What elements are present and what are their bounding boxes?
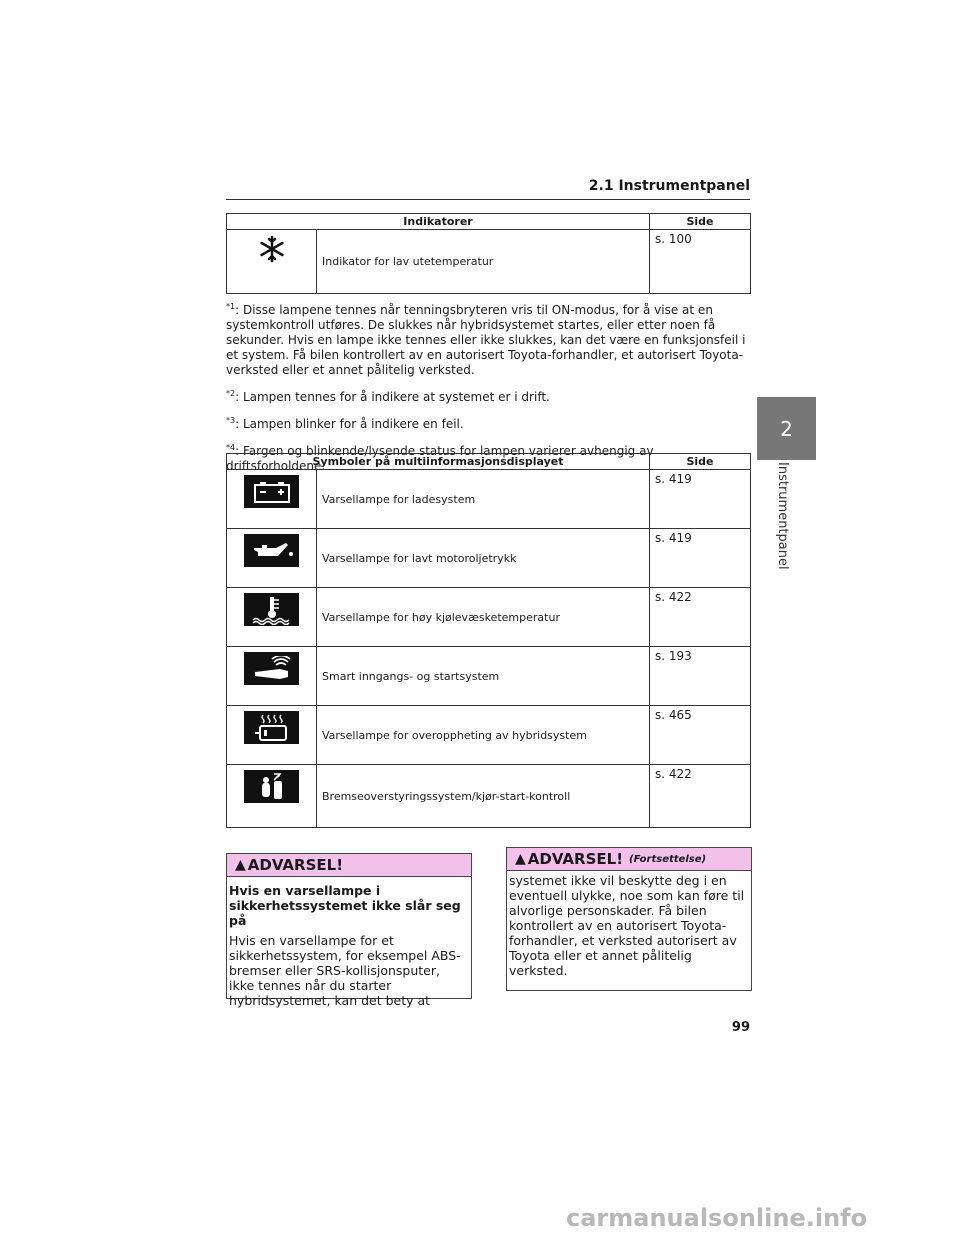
- battery-icon: [244, 475, 299, 508]
- warning-title: Hvis en varsellampe i sikkerhetssystemet ikke slår seg på: [229, 883, 461, 928]
- icon-cell: [227, 230, 317, 294]
- col-header-indicators: Indikatorer: [227, 214, 650, 230]
- warning-box-right: [506, 847, 752, 991]
- footnote-4: $^{*4}$: Fargen og blinkende/lysende status for lampen varierer avhengig av driftsforholdene.: [226, 443, 654, 473]
- warning-heading: ▲ ADVARSEL!: [227, 854, 471, 877]
- hybrid-overheat-icon: [244, 711, 299, 744]
- table-row: [227, 765, 751, 828]
- warning-text: Hvis en varsellampe for et sikkerhetssystem, for eksempel ABS-bremser eller SRS-kollisjonsputer, ikke tennes når du starter hybridsystemet, kan det bety at: [229, 933, 461, 1008]
- symbol-desc: Bremseoverstyringssystem/kjør-start-kontroll: [317, 765, 650, 828]
- indicator-desc: Indikator for lav utetemperatur: [317, 230, 650, 294]
- oil-can-icon: [244, 534, 299, 567]
- indicators-table: [226, 213, 751, 294]
- col-header-page: Side: [650, 214, 751, 230]
- col-header-page: Side: [650, 454, 751, 470]
- table-row: [227, 529, 751, 588]
- footnote-2: $^{*2}$: Lampen tennes for å indikere at systemet er i drift.: [226, 389, 550, 404]
- chapter-number: 2: [780, 416, 793, 441]
- symbol-desc: Varsellampe for lavt motoroljetrykk: [317, 529, 650, 588]
- page-ref[interactable]: s. 422: [650, 588, 751, 647]
- page-ref[interactable]: s. 465: [650, 706, 751, 765]
- smart-key-icon: [244, 652, 299, 685]
- footnote-1: $^{*1}$: Disse lampene tennes når tenningsbryteren vris til ON-modus, for å vise at en systemkontroll utføres. De slukkes når hybridsystemet startes, eller etter noen få sekunder. Hvis en lampe ikke tennes eller ikke slukkes, kan det være en funksjonsfeil i et system. Få bilen kontrollert av en autorisert Toyota-forhandler, et autorisert Toyota-verksted eller et annet pålitelig verksted.: [226, 302, 746, 377]
- symbol-desc: Varsellampe for overoppheting av hybridsystem: [317, 706, 650, 765]
- page-ref[interactable]: s. 419: [650, 529, 751, 588]
- table-header-row: [227, 454, 751, 470]
- page-ref[interactable]: s. 422: [650, 765, 751, 828]
- table-row: [227, 588, 751, 647]
- page-ref[interactable]: s. 419: [650, 470, 751, 529]
- table-row: [227, 647, 751, 706]
- footnote-3: $^{*3}$: Lampen blinker for å indikere en feil.: [226, 416, 464, 431]
- table-header-row: [227, 214, 751, 230]
- warning-icon: ▲: [235, 856, 246, 873]
- page-number: 99: [731, 1020, 750, 1035]
- page-ref[interactable]: s. 193: [650, 647, 751, 706]
- symbol-desc: Smart inngangs- og startsystem: [317, 647, 650, 706]
- display-symbols-table: [226, 453, 751, 828]
- watermark: carmanualsonline.info: [566, 1204, 868, 1232]
- warning-icon: ▲: [515, 850, 526, 867]
- warning-heading: ▲ ADVARSEL! (Fortsettelse): [507, 848, 751, 871]
- coolant-temperature-icon: [244, 593, 299, 626]
- page-ref[interactable]: s. 100: [650, 230, 751, 294]
- col-header-symbols: Symboler på multiinformasjonsdisplayet: [227, 454, 650, 470]
- warning-continued: (Fortsettelse): [629, 853, 707, 865]
- section-header: 2.1 Instrumentpanel: [226, 178, 750, 200]
- symbol-desc: Varsellampe for høy kjølevæsketemperatur: [317, 588, 650, 647]
- brake-override-icon: [244, 770, 299, 803]
- chapter-tab[interactable]: [757, 397, 816, 460]
- table-row: [227, 230, 751, 294]
- symbol-desc: Varsellampe for ladesystem: [317, 470, 650, 529]
- warning-box-left: [226, 853, 472, 1008]
- table-row: [227, 470, 751, 529]
- warning-text: systemet ikke vil beskytte deg i en eventuell ulykke, noe som kan føre til alvorlige personskader. Få bilen kontrollert av en autorisert Toyota-forhandler, et verksted autorisert av Toyota eller et annet pålitelig verksted.: [509, 873, 745, 978]
- chapter-label: Instrumentpanel: [775, 462, 790, 570]
- table-row: [227, 706, 751, 765]
- snowflake-icon: [227, 234, 316, 270]
